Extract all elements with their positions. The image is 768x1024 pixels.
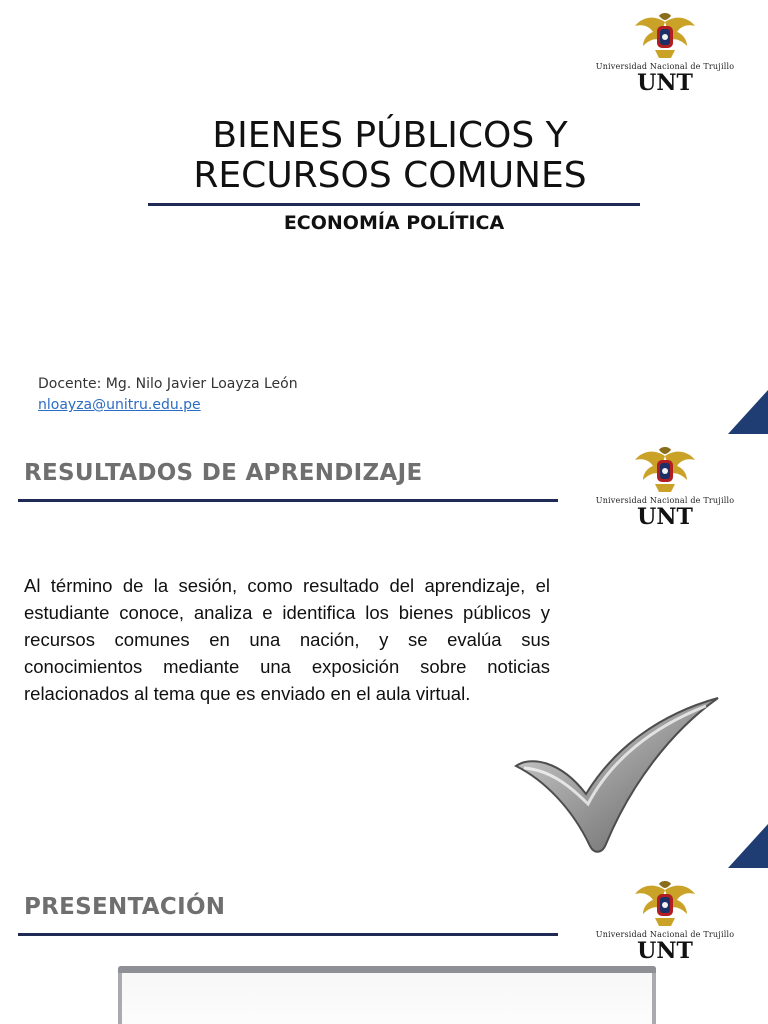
teacher-name: Docente: Mg. Nilo Javier Loayza León <box>38 376 298 392</box>
section-heading: RESULTADOS DE APRENDIZAJE <box>24 460 423 486</box>
university-logo <box>580 446 750 528</box>
section-heading: PRESENTACIÓN <box>24 894 226 920</box>
university-name: Universidad Nacional de Trujillo <box>595 62 735 71</box>
university-name: Universidad Nacional de Trujillo <box>595 496 735 505</box>
eagle-crest-icon <box>633 880 697 928</box>
title-line-1: BIENES PÚBLICOS Y <box>212 115 568 156</box>
checkmark-icon <box>510 696 725 856</box>
slide-title <box>0 0 768 434</box>
slide-title-heading <box>120 116 660 196</box>
title-divider <box>148 203 640 206</box>
whiteboard-image <box>118 966 656 1024</box>
university-logo <box>580 12 750 94</box>
university-abbreviation: UNT <box>637 504 693 530</box>
eagle-crest-icon <box>633 446 697 494</box>
heading-divider <box>18 499 558 502</box>
heading-divider <box>18 933 558 936</box>
eagle-crest-icon <box>633 12 697 60</box>
university-logo <box>580 880 750 962</box>
slide-presentation <box>0 868 768 1024</box>
learning-outcome-paragraph: Al término de la sesión, como resultado del aprendizaje, el estudiante conoce, analiza e identifica los bienes públicos y recursos comunes en una nación, y se evalúa sus conocimientos mediante una exposición sobre noticias relacionados al tema que es enviado en el aula virtual. <box>24 575 550 704</box>
university-name: Universidad Nacional de Trujillo <box>595 930 735 939</box>
whiteboard-frame-top <box>118 966 656 973</box>
slide-learning-outcomes <box>0 434 768 868</box>
title-line-2: RECURSOS COMUNES <box>193 155 587 196</box>
corner-triangle-decoration <box>728 390 768 434</box>
university-abbreviation: UNT <box>637 70 693 96</box>
teacher-email-link[interactable]: nloayza@unitru.edu.pe <box>38 397 201 413</box>
university-abbreviation: UNT <box>637 938 693 964</box>
corner-triangle-decoration <box>728 824 768 868</box>
course-subtitle: ECONOMÍA POLÍTICA <box>283 212 505 234</box>
